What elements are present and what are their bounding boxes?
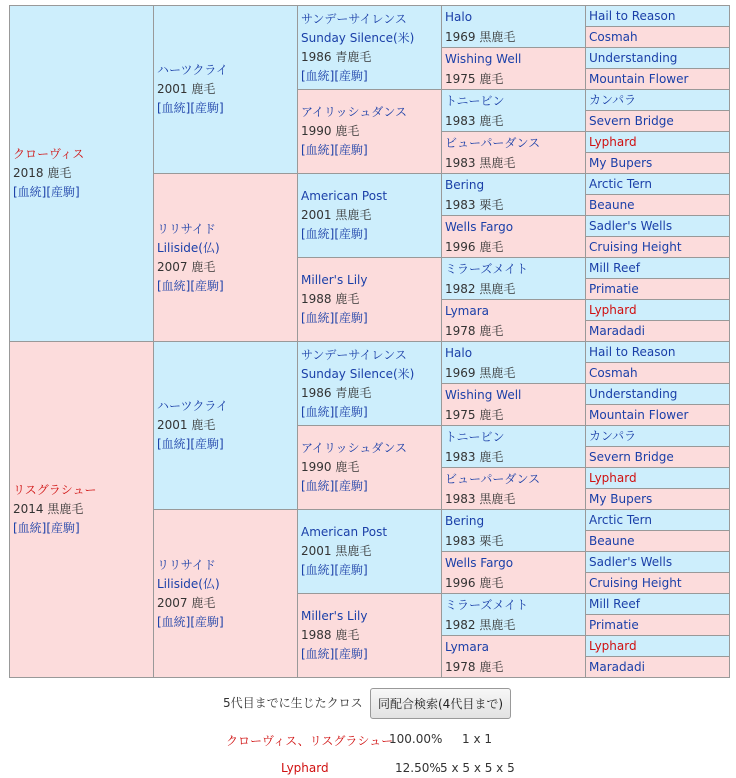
offspring-link[interactable]: [産駒]	[334, 404, 368, 419]
coat-color: 黒鹿毛	[479, 491, 516, 506]
birth-year: 2014	[13, 502, 44, 516]
coat-color: 鹿毛	[191, 418, 216, 432]
pedigree-cell-gen3	[298, 594, 442, 678]
coat-color: 鹿毛	[335, 124, 360, 138]
pedigree-link[interactable]: [血統]	[13, 185, 47, 199]
pedigree-cell-gen5	[586, 111, 730, 132]
horse-name[interactable]: ビューパーダンス	[445, 135, 541, 150]
coat-color: 黒鹿毛	[335, 544, 372, 558]
coat-color: 鹿毛	[335, 292, 360, 306]
pedigree-link[interactable]: [血統]	[157, 278, 191, 293]
pedigree-cell-gen5	[586, 594, 730, 615]
coat-color: 鹿毛	[335, 460, 360, 474]
horse-name[interactable]: Maradadi	[589, 324, 645, 338]
offspring-link[interactable]: [産駒]	[46, 185, 80, 199]
horse-name[interactable]: Cruising Height	[589, 576, 682, 590]
pedigree-link[interactable]: [血統]	[301, 563, 335, 577]
pedigree-cell-gen5	[586, 300, 730, 321]
coat-color: 黒鹿毛	[479, 155, 516, 170]
pedigree-cell-gen4	[442, 552, 586, 594]
pedigree-table	[9, 5, 730, 678]
horse-name[interactable]: サンデーサイレンス	[301, 347, 407, 362]
horse-name[interactable]: American Post	[301, 525, 388, 539]
horse-name[interactable]: Hail to Reason	[589, 345, 676, 359]
horse-name[interactable]: ハーツクライ	[157, 63, 229, 77]
horse-name[interactable]: Halo	[445, 9, 473, 24]
horse-name[interactable]: Wishing Well	[445, 51, 522, 66]
horse-name[interactable]: Lyphard	[589, 303, 637, 317]
horse-name-en[interactable]: Liliside(仏)	[157, 576, 220, 591]
horse-name[interactable]: Wells Fargo	[445, 555, 514, 570]
cross-label: 5代目までに生じたクロス	[223, 696, 363, 710]
birth-year: 1983	[445, 491, 476, 506]
pedigree-link[interactable]: [血統]	[301, 68, 335, 83]
coat-color: 鹿毛	[479, 113, 504, 128]
pedigree-row	[10, 342, 730, 363]
pedigree-cell-gen5	[586, 384, 730, 405]
cross-percentage: 12.50%	[395, 761, 441, 775]
birth-year: 1983	[445, 155, 476, 170]
horse-name[interactable]: Mill Reef	[589, 597, 640, 611]
coat-color: 鹿毛	[191, 259, 216, 274]
birth-year: 1988	[301, 628, 332, 642]
coat-color: 黒鹿毛	[479, 365, 516, 380]
horse-name[interactable]: Miller's Lily	[301, 609, 368, 623]
birth-year: 2001	[301, 544, 332, 558]
birth-year: 1983	[445, 197, 476, 212]
birth-year: 1990	[301, 124, 332, 138]
pedigree-cell-gen5	[586, 279, 730, 300]
horse-name[interactable]: ビューパーダンス	[445, 471, 541, 486]
cross-horse-name[interactable]: Lyphard	[281, 761, 329, 775]
pedigree-cell-gen3	[298, 510, 442, 594]
pedigree-cell-gen5	[586, 258, 730, 279]
offspring-link[interactable]: [産駒]	[334, 311, 368, 325]
pedigree-cell-gen5	[586, 27, 730, 48]
horse-name[interactable]: Mountain Flower	[589, 72, 689, 86]
horse-name[interactable]: ミラーズメイト	[445, 261, 529, 276]
pedigree-cell-gen5	[586, 531, 730, 552]
pedigree-cell-gen5	[586, 468, 730, 489]
pedigree-cell-gen4	[442, 342, 586, 384]
pedigree-cell-gen3	[298, 426, 442, 510]
horse-name[interactable]: Primatie	[589, 282, 639, 296]
pedigree-cell-gen5	[586, 321, 730, 342]
pedigree-cell-gen5	[586, 48, 730, 69]
offspring-link[interactable]: [産駒]	[190, 437, 224, 451]
pedigree-cell-gen4	[442, 384, 586, 426]
pedigree-link[interactable]: [血統]	[157, 101, 191, 115]
birth-year: 1975	[445, 407, 476, 422]
horse-name[interactable]: Lymara	[445, 303, 490, 318]
coat-color: 鹿毛	[47, 166, 72, 180]
birth-year: 1982	[445, 617, 476, 632]
pedigree-link[interactable]: [血統]	[301, 227, 335, 241]
horse-name[interactable]: Mill Reef	[589, 261, 640, 275]
birth-year: 1990	[301, 460, 332, 474]
pedigree-cell-gen5	[586, 69, 730, 90]
horse-name[interactable]: リスグラシュー	[13, 483, 97, 497]
horse-name[interactable]: Hail to Reason	[589, 9, 676, 23]
offspring-link[interactable]: [産駒]	[190, 101, 224, 115]
birth-year: 1978	[445, 659, 476, 674]
birth-year: 1996	[445, 575, 476, 590]
pedigree-link[interactable]: [血統]	[13, 521, 47, 535]
pedigree-cell-gen4	[442, 6, 586, 48]
pedigree-cell-gen5	[586, 363, 730, 384]
horse-name[interactable]: Arctic Tern	[589, 513, 652, 527]
pedigree-cell-gen5	[586, 573, 730, 594]
pedigree-row	[10, 6, 730, 27]
birth-year: 2001	[301, 208, 332, 222]
horse-name[interactable]: ハーツクライ	[157, 399, 229, 413]
birth-year: 2007	[157, 259, 188, 274]
coat-color: 鹿毛	[479, 575, 504, 590]
horse-name[interactable]: Beaune	[589, 534, 635, 548]
coat-color: 鹿毛	[479, 71, 504, 86]
birth-year: 1983	[445, 113, 476, 128]
pedigree-cell-gen3	[298, 342, 442, 426]
horse-name[interactable]: Beaune	[589, 198, 635, 212]
birth-year: 1986	[301, 49, 332, 64]
birth-year: 1996	[445, 239, 476, 254]
pedigree-cell-gen5	[586, 489, 730, 510]
pedigree-cell-gen3	[298, 258, 442, 342]
pedigree-link[interactable]: [血統]	[301, 647, 335, 661]
horse-name-en[interactable]: Sunday Silence(米)	[301, 366, 415, 381]
horse-name[interactable]: Arctic Tern	[589, 177, 652, 191]
horse-name[interactable]: Understanding	[589, 387, 678, 401]
horse-name[interactable]: Lymara	[445, 639, 490, 654]
cross-percentage: 100.00%	[389, 732, 443, 746]
offspring-link[interactable]: [産駒]	[334, 563, 368, 577]
horse-name[interactable]: Sadler's Wells	[589, 219, 673, 233]
pedigree-cell-gen5	[586, 636, 730, 657]
horse-name[interactable]: My Bupers	[589, 492, 653, 506]
offspring-link[interactable]: [産駒]	[334, 227, 368, 241]
birth-year: 1982	[445, 281, 476, 296]
horse-name-en[interactable]: Liliside(仏)	[157, 240, 220, 255]
pedigree-cell-gen5	[586, 426, 730, 447]
horse-name[interactable]: Wishing Well	[445, 387, 522, 402]
coat-color: 鹿毛	[479, 239, 504, 254]
pedigree-cell-gen5	[586, 510, 730, 531]
birth-year: 1969	[445, 365, 476, 380]
horse-name[interactable]: Halo	[445, 345, 473, 360]
horse-name-en[interactable]: Sunday Silence(米)	[301, 30, 415, 45]
pedigree-cell-gen4	[442, 594, 586, 636]
pedigree-cell-gen2	[154, 342, 298, 510]
birth-year: 1983	[445, 533, 476, 548]
horse-name[interactable]: アイリッシュダンス	[301, 441, 407, 455]
pedigree-cell-gen5	[586, 342, 730, 363]
pedigree-cell-gen5	[586, 174, 730, 195]
horse-name[interactable]: リリサイド	[157, 221, 216, 236]
horse-name[interactable]: Wells Fargo	[445, 219, 514, 234]
horse-name[interactable]: Cosmah	[589, 366, 638, 380]
pedigree-link[interactable]: [血統]	[301, 479, 335, 493]
horse-name[interactable]: My Bupers	[589, 156, 653, 170]
pedigree-cell-gen5	[586, 615, 730, 636]
horse-name[interactable]: カンパラ	[589, 93, 637, 107]
cross-generations: 5 x 5 x 5 x 5	[440, 761, 515, 775]
coat-color: 栗毛	[479, 197, 504, 212]
pedigree-cell-gen4	[442, 468, 586, 510]
horse-name[interactable]: Bering	[445, 513, 485, 528]
pedigree-cell-gen5	[586, 6, 730, 27]
coat-color: 黒鹿毛	[479, 281, 516, 296]
pedigree-cell-gen5	[586, 237, 730, 258]
horse-name[interactable]: カンパラ	[589, 429, 637, 443]
birth-year: 1986	[301, 385, 332, 400]
pedigree-cell-gen4	[442, 216, 586, 258]
pedigree-cell-gen4	[442, 90, 586, 132]
pedigree-cell-gen4	[442, 258, 586, 300]
pedigree-cell-gen5	[586, 90, 730, 111]
pedigree-link[interactable]: [血統]	[301, 311, 335, 325]
birth-year: 2007	[157, 595, 188, 610]
birth-year: 2018	[13, 166, 44, 180]
offspring-link[interactable]: [産駒]	[334, 68, 368, 83]
pedigree-cell-gen5	[586, 132, 730, 153]
same-mating-search-button[interactable]: 同配合検索(4代目まで)	[370, 688, 511, 719]
coat-color: 黒鹿毛	[479, 617, 516, 632]
birth-year: 2001	[157, 82, 188, 96]
birth-year: 1983	[445, 449, 476, 464]
pedigree-cell-gen3	[298, 6, 442, 90]
offspring-link[interactable]: [産駒]	[190, 278, 224, 293]
pedigree-cell-gen4	[442, 510, 586, 552]
pedigree-link[interactable]: [血統]	[157, 614, 191, 629]
coat-color: 鹿毛	[191, 82, 216, 96]
horse-name[interactable]: Severn Bridge	[589, 450, 674, 464]
horse-name[interactable]: Primatie	[589, 618, 639, 632]
horse-name[interactable]: アイリッシュダンス	[301, 105, 407, 119]
pedigree-cell-gen1	[10, 342, 154, 678]
pedigree-cell-gen2	[154, 174, 298, 342]
birth-year: 1988	[301, 292, 332, 306]
pedigree-cell-gen4	[442, 636, 586, 678]
pedigree-link[interactable]: [血統]	[301, 143, 335, 157]
birth-year: 1969	[445, 29, 476, 44]
horse-name[interactable]: トニービン	[445, 93, 505, 108]
horse-name[interactable]: リリサイド	[157, 557, 216, 572]
horse-name[interactable]: Severn Bridge	[589, 114, 674, 128]
pedigree-cell-gen5	[586, 216, 730, 237]
horse-name[interactable]: Sadler's Wells	[589, 555, 673, 569]
pedigree-cell-gen4	[442, 426, 586, 468]
pedigree-cell-gen3	[298, 174, 442, 258]
coat-color: 鹿毛	[335, 628, 360, 642]
horse-name[interactable]: Understanding	[589, 51, 678, 65]
pedigree-cell-gen5	[586, 447, 730, 468]
pedigree-cell-gen5	[586, 153, 730, 174]
pedigree-cell-gen2	[154, 6, 298, 174]
coat-color: 鹿毛	[479, 659, 504, 674]
coat-color: 栗毛	[479, 533, 504, 548]
pedigree-cell-gen2	[154, 510, 298, 678]
pedigree-cell-gen5	[586, 195, 730, 216]
cross-generations: 1 x 1	[462, 732, 492, 746]
pedigree-cell-gen4	[442, 48, 586, 90]
coat-color: 青鹿毛	[335, 385, 372, 400]
pedigree-cell-gen3	[298, 90, 442, 174]
cross-horse-name[interactable]: クローヴィス、リスグラシュー	[226, 734, 394, 748]
pedigree-cell-gen5	[586, 552, 730, 573]
pedigree-cell-gen4	[442, 174, 586, 216]
offspring-link[interactable]: [産駒]	[46, 521, 80, 535]
horse-name[interactable]: Cruising Height	[589, 240, 682, 254]
horse-name[interactable]: サンデーサイレンス	[301, 11, 407, 26]
birth-year: 1975	[445, 71, 476, 86]
coat-color: 青鹿毛	[335, 49, 372, 64]
pedigree-cell-gen5	[586, 405, 730, 426]
horse-name[interactable]: Mountain Flower	[589, 408, 689, 422]
coat-color: 鹿毛	[191, 595, 216, 610]
coat-color: 鹿毛	[479, 449, 504, 464]
pedigree-cell-gen4	[442, 300, 586, 342]
offspring-link[interactable]: [産駒]	[334, 647, 368, 661]
horse-name[interactable]: American Post	[301, 189, 388, 203]
pedigree-link[interactable]: [血統]	[157, 437, 191, 451]
pedigree-link[interactable]: [血統]	[301, 404, 335, 419]
horse-name[interactable]: Lyphard	[589, 471, 637, 485]
coat-color: 黒鹿毛	[479, 29, 516, 44]
coat-color: 黒鹿毛	[335, 208, 372, 222]
coat-color: 鹿毛	[479, 323, 504, 338]
horse-name[interactable]: Cosmah	[589, 30, 638, 44]
horse-name[interactable]: Lyphard	[589, 135, 637, 149]
horse-name[interactable]: Miller's Lily	[301, 273, 368, 287]
pedigree-cell-gen1	[10, 6, 154, 342]
horse-name[interactable]: トニービン	[445, 429, 505, 444]
offspring-link[interactable]: [産駒]	[190, 614, 224, 629]
offspring-link[interactable]: [産駒]	[334, 143, 368, 157]
offspring-link[interactable]: [産駒]	[334, 479, 368, 493]
birth-year: 1978	[445, 323, 476, 338]
coat-color: 黒鹿毛	[47, 502, 84, 516]
pedigree-cell-gen4	[442, 132, 586, 174]
horse-name[interactable]: ミラーズメイト	[445, 597, 529, 612]
horse-name[interactable]: Maradadi	[589, 660, 645, 674]
horse-name[interactable]: クローヴィス	[13, 147, 85, 161]
pedigree-cell-gen5	[586, 657, 730, 678]
birth-year: 2001	[157, 418, 188, 432]
horse-name[interactable]: Lyphard	[589, 639, 637, 653]
coat-color: 鹿毛	[479, 407, 504, 422]
horse-name[interactable]: Bering	[445, 177, 485, 192]
